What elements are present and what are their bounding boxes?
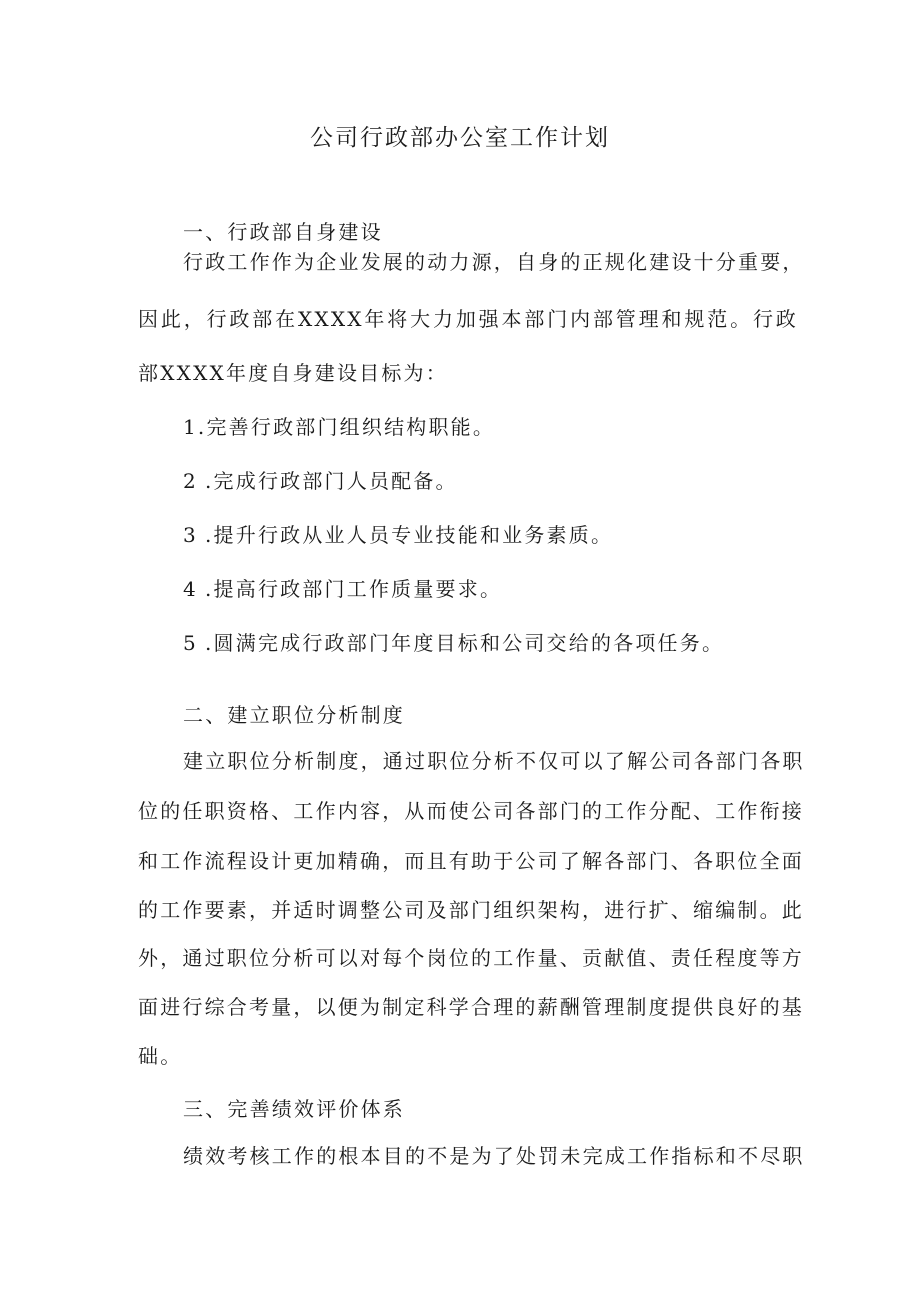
section-2-paragraph-line-1: 建立职位分析制度，通过职位分析不仅可以了解公司各部门各职 (183, 749, 805, 773)
list-item-text: .提升行政从业人员专业技能和业务素质。 (205, 523, 614, 547)
section-2-heading: 二、建立职位分析制度 (183, 703, 405, 727)
section-3-paragraph-line-1: 绩效考核工作的根本目的不是为了处罚未完成工作指标和不尽职 (183, 1144, 805, 1168)
section-1-paragraph-line-1: 行政工作作为企业发展的动力源，自身的正规化建设十分重要， (183, 250, 805, 274)
section-2-paragraph-line-7: 础。 (138, 1044, 183, 1068)
list-item-1 (183, 411, 798, 443)
list-item-text: .提高行政部门工作质量要求。 (205, 577, 503, 601)
list-item-number: 4 (183, 577, 198, 601)
list-item-text: .完成行政部门人员配备。 (205, 469, 458, 493)
list-item-2 (183, 465, 798, 497)
section-2-paragraph-line-4: 的工作要素，并适时调整公司及部门组织架构，进行扩、缩编制。此 (138, 898, 804, 922)
list-item-text: .圆满完成行政部门年度目标和公司交给的各项任务。 (205, 631, 725, 655)
section-2-paragraph-line-2: 位的任职资格、工作内容，从而使公司各部门的工作分配、工作衔接 (138, 799, 804, 823)
list-item-number: 5 (183, 631, 198, 655)
section-1-paragraph-line-3: 部XXXX年度自身建设目标为： (138, 361, 448, 385)
list-item-5 (183, 627, 798, 659)
list-item-text: 完善行政部门组织结构职能。 (206, 415, 496, 439)
section-2-paragraph-line-3: 和工作流程设计更加精确，而且有助于公司了解各部门、各职位全面 (138, 849, 804, 873)
section-2-paragraph-line-5: 外，通过职位分析可以对每个岗位的工作量、贡献值、责任程度等方 (138, 946, 804, 970)
list-item-number: 2 (183, 469, 198, 493)
list-item-4 (183, 573, 798, 605)
section-3-heading: 三、完善绩效评价体系 (183, 1097, 405, 1121)
section-1-paragraph-line-2: 因此，行政部在XXXX年将大力加强本部门内部管理和规范。行政 (138, 307, 798, 331)
list-item-number: 3 (183, 523, 198, 547)
document-title: 公司行政部办公室工作计划 (310, 125, 610, 151)
list-item-3 (183, 519, 798, 551)
section-2-paragraph-line-6: 面进行综合考量，以便为制定科学合理的薪酬管理制度提供良好的基 (138, 995, 804, 1019)
list-item-number: 1. (183, 415, 207, 439)
section-1-heading: 一、行政部自身建设 (183, 220, 383, 244)
